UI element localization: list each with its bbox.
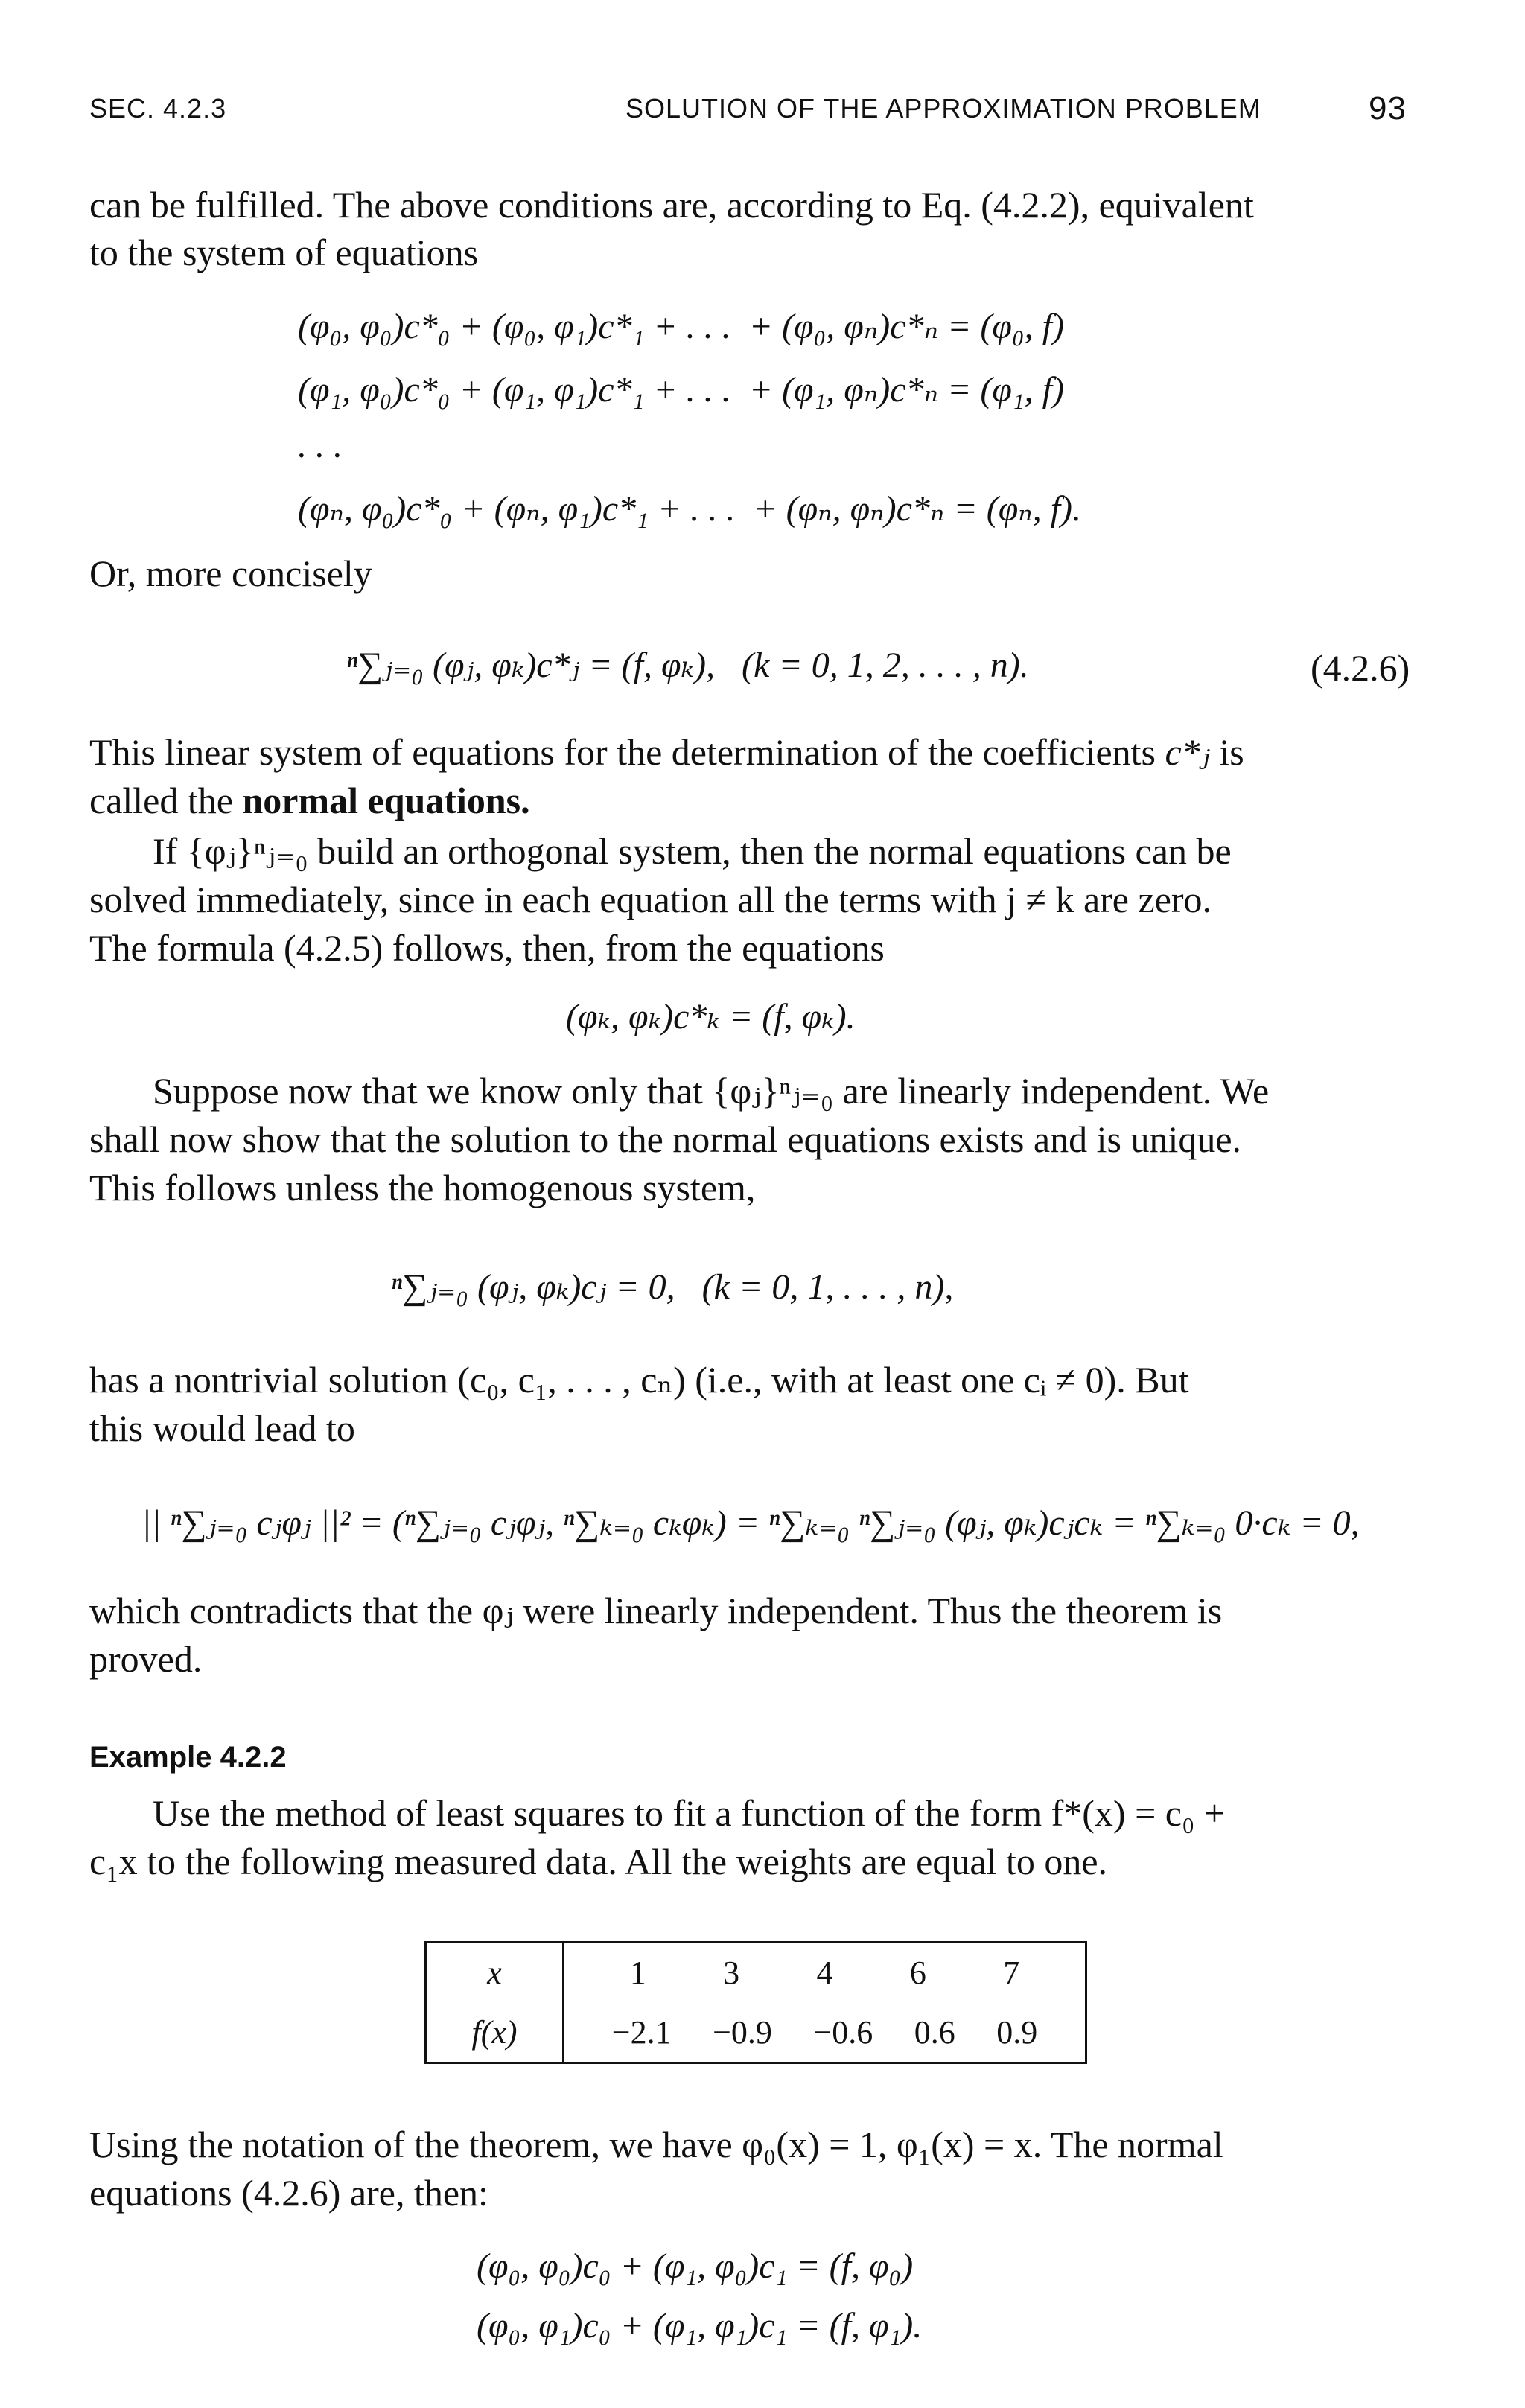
- table-cell: −0.9: [713, 2013, 772, 2051]
- table-row: [426, 2003, 1086, 2063]
- section-label: SEC. 4.2.3: [89, 93, 227, 124]
- normal-equations: ⁿ∑ⱼ₌₀ (φⱼ, φₖ)c*ⱼ = (f, φₖ), (k = 0, 1, 2, . . . , n).: [346, 646, 1029, 685]
- paragraph-line: can be fulfilled. The above conditions are, according to Eq. (4.2.2), equivalent: [89, 184, 1254, 226]
- paragraph-line: solved immediately, since in each equation all the terms with j ≠ k are zero.: [89, 879, 1212, 920]
- paragraph-line: called the normal equations.: [89, 780, 530, 821]
- system-equation-row: (φₙ, φ₀)c*₀ + (φₙ, φ₁)c*₁ + . . . + (φₙ, φₙ)c*ₙ = (φₙ, f).: [298, 489, 1082, 529]
- paragraph-line: Use the method of least squares to fit a function of the form f*(x) = c₀ +: [153, 1792, 1226, 1834]
- table-row: [426, 1943, 1086, 2003]
- paragraph-line: This linear system of equations for the determination of the coefficients c*ⱼ is: [89, 731, 1244, 773]
- paragraph-line: this would lead to: [89, 1407, 355, 1449]
- system-ellipsis: . . .: [298, 426, 343, 465]
- paragraph-line: proved.: [89, 1638, 203, 1680]
- paragraph-line: to the system of equations: [89, 232, 479, 273]
- paragraph-line: Using the notation of the theorem, we have φ₀(x) = 1, φ₁(x) = x. The normal: [89, 2124, 1223, 2165]
- table-cell: 6: [909, 1955, 926, 1992]
- system-equation-row: (φ₀, φ₀)c*₀ + (φ₀, φ₁)c*₁ + . . . + (φ₀, φₙ)c*ₙ = (φ₀, f): [298, 307, 1064, 346]
- paragraph-line: which contradicts that the φⱼ were linearly independent. Thus the theorem is: [89, 1590, 1223, 1631]
- orthogonal-equation: (φₖ, φₖ)c*ₖ = (f, φₖ).: [566, 997, 856, 1036]
- paragraph-line: shall now show that the solution to the normal equations exists and is unique.: [89, 1118, 1242, 1160]
- measured-data-table: [424, 1941, 1087, 2064]
- paragraph-line: Suppose now that we know only that {φⱼ}ⁿⱼ₌₀ are linearly independent. We: [153, 1070, 1270, 1112]
- table-header-fx: f(x): [426, 2003, 564, 2063]
- table-cell: −2.1: [611, 2013, 672, 2051]
- paragraph-line: This follows unless the homogenous system,: [89, 1167, 756, 1208]
- paragraph-line: equations (4.2.6) are, then:: [89, 2172, 488, 2214]
- system-equation-row: (φ₁, φ₀)c*₀ + (φ₁, φ₁)c*₁ + . . . + (φ₁, φₙ)c*ₙ = (φ₁, f): [298, 370, 1064, 410]
- paragraph-line: Or, more concisely: [89, 552, 372, 594]
- page-number: 93: [1369, 90, 1407, 127]
- table-cell: 1: [629, 1955, 646, 1992]
- paragraph-line: c₁x to the following measured data. All the weights are equal to one.: [89, 1841, 1108, 1882]
- table-cell: 4: [816, 1955, 833, 1992]
- table-cell: 0.6: [914, 2013, 955, 2051]
- final-normal-equation: (φ₀, φ₁)c₀ + (φ₁, φ₁)c₁ = (f, φ₁).: [477, 2306, 923, 2345]
- paragraph-line: If {φⱼ}ⁿⱼ₌₀ build an orthogonal system, then the normal equations can be: [153, 830, 1232, 872]
- running-title: SOLUTION OF THE APPROXIMATION PROBLEM: [625, 93, 1261, 124]
- table-cell: 7: [1003, 1955, 1020, 1992]
- table-cell: 0.9: [996, 2013, 1038, 2051]
- final-normal-equation: (φ₀, φ₀)c₀ + (φ₁, φ₀)c₁ = (f, φ₀): [477, 2246, 914, 2286]
- paragraph-line: has a nontrivial solution (c₀, c₁, . . . , cₙ) (i.e., with at least one cᵢ ≠ 0). But: [89, 1359, 1189, 1401]
- example-heading: Example 4.2.2: [89, 1741, 287, 1774]
- term-normal-equations: normal equations.: [242, 780, 530, 821]
- table-header-x: x: [426, 1943, 564, 2003]
- homogeneous-system: ⁿ∑ⱼ₌₀ (φⱼ, φₖ)cⱼ = 0, (k = 0, 1, . . . , n),: [391, 1267, 954, 1307]
- norm-equation-chain: || ⁿ∑ⱼ₌₀ cⱼφⱼ ||² = (ⁿ∑ⱼ₌₀ cⱼφⱼ, ⁿ∑ₖ₌₀ cₖφₖ) = ⁿ∑ₖ₌₀ ⁿ∑ⱼ₌₀ (φⱼ, φₖ)cⱼcₖ = ⁿ∑ₖ₌₀ 0·cₖ = 0,: [141, 1503, 1360, 1543]
- table-cell: 3: [723, 1955, 740, 1992]
- paragraph-line: The formula (4.2.5) follows, then, from the equations: [89, 927, 885, 969]
- table-cell: −0.6: [813, 2013, 873, 2051]
- equation-number: (4.2.6): [1311, 647, 1410, 689]
